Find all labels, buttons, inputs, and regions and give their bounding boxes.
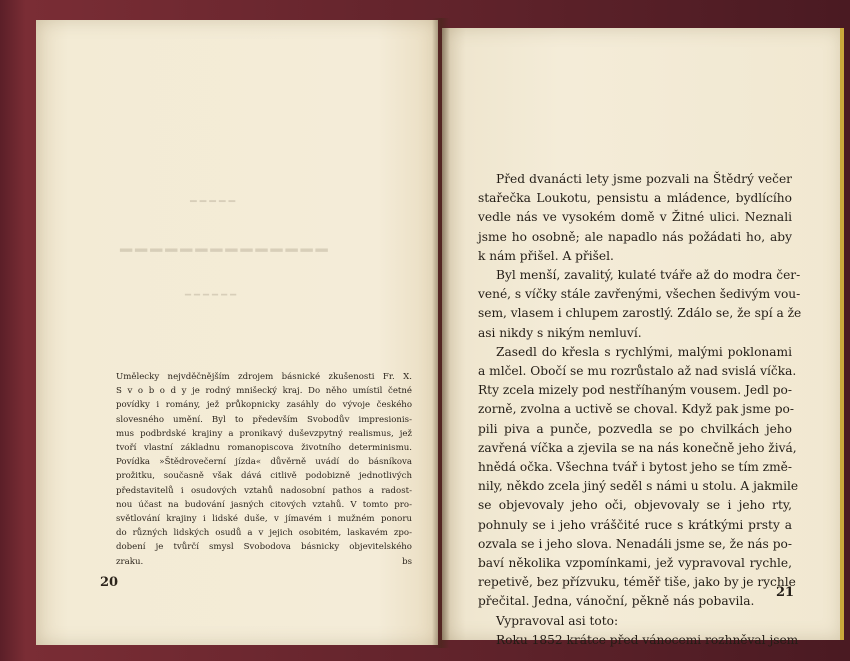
show-through-text: ━━━━━━━━━━━━━━ [120, 238, 331, 262]
text-line: asi nikdy s nikým nemluví. [478, 325, 642, 340]
text-line: nily, někdo zcela jiný seděl s námi u stolu. A jakmile [478, 479, 799, 494]
text-line: zavřená víčka a zjevila se na nás konečně jeho živá, [478, 440, 797, 455]
show-through-text: ━━━━━━ [185, 290, 240, 301]
text-line: repetivě, bez přízvuku, téměř tiše, jako by je rychle [478, 575, 796, 590]
text-line: nou účast na budování jasných citových vztahů. V tomto pro- [116, 499, 412, 510]
text-line: Povídka »Štědrovečerní jízda« důvěrně uvádí do básníkova [116, 457, 412, 468]
text-line: přečital. Jedna, vánoční, pěkně nás pobavila. [478, 594, 755, 609]
text-line: povídky i romány, jež průkopnicky zasáhly do vývoje českého [116, 400, 412, 411]
text-line: Roku 1852 krátce před vánocemi rozhněval jsem [496, 632, 799, 647]
right-page-body [478, 170, 802, 650]
text-line: sem, vlasem i chlupem zarostlý. Zdálo se, že spí a že [478, 306, 802, 321]
page-edge [840, 28, 844, 640]
text-line: do různých lidských osudů a v jejich osobitém, laskavém zpo- [116, 528, 412, 539]
text-line: hnědá očka. Všechna tvář i bytost jeho se tím změ- [478, 460, 792, 475]
text-line: jsme ho osobně; ale napadlo nás požádati ho, aby [478, 229, 792, 244]
text-line: stařečka Loukotu, pensistu a mládence, bydlícího [478, 191, 792, 206]
text-line: vené, s víčky stále zavřenými, všechen šedivým vou- [478, 287, 801, 302]
text-line: představitelů i osudových vztahů nadosobní pathos a radost- [116, 485, 412, 496]
page-number-left: 20 [100, 575, 119, 590]
text-line: Zasedl do křesla s rychlými, malými poklonami [496, 344, 792, 359]
text-line: Rty zcela mizely pod nestříhaným vousem. Jedl po- [478, 383, 792, 398]
text-line: baví několika vzpomínkami, jež vypravoval rychle, [478, 556, 792, 571]
text-line: S v o b o d y je rodný mnišecký kraj. Do něho umístil četné [116, 386, 412, 397]
text-line: slovesného umění. Byl to především Svobodův impresionis- [116, 414, 412, 425]
signature-initials: bs [402, 556, 412, 567]
text-line: pohnuly se i jeho vráščité ruce s krátkými prsty a [478, 517, 792, 532]
text-line: Umělecky nejvděčnějším zdrojem básnické zkušenosti Fr. X. [116, 372, 412, 382]
left-page-body [116, 370, 412, 569]
text-line: Vypravoval asi toto: [496, 613, 619, 628]
text-line: ozvala se i jeho slova. Nenadáli jsme se, že nás po- [478, 536, 792, 551]
text-line: se objevovaly jeho oči, objevovaly se i jeho rty, [478, 498, 792, 513]
text-line: Před dvanácti lety jsme pozvali na Štědrý večer [496, 172, 792, 186]
text-line: zorně, zvolna a uctivě se choval. Když pak jsme po- [478, 402, 795, 417]
text-line: k nám přišel. A přišel. [478, 248, 614, 263]
show-through-text: ━━━━━ [190, 195, 239, 208]
text-line: prožitku, současně však dává citlivě podobizně jednotlivých [116, 471, 412, 482]
text-line: tvoří vlastní základnu romanopiscova životního determinismu. [116, 443, 412, 454]
text-line-end: zraku. [116, 556, 144, 567]
text-line: Byl menší, zavalitý, kulaté tváře až do modra čer- [496, 268, 801, 283]
text-line: světlování krajiny i lidské duše, v jímavém i mužném ponoru [116, 514, 412, 525]
text-line: vedle nás ve vysokém domě v Žitné ulici. Neznali [478, 210, 792, 225]
book-spine [432, 18, 450, 648]
text-line: pili piva a punče, pozvedla se po chvilkách jeho [478, 421, 792, 436]
text-line: a mlčel. Obočí se mu rozrůstalo až nad svislá víčka. [478, 364, 797, 379]
page-number-right: 21 [776, 585, 795, 600]
text-line: dobení je tvůrčí smysl Svobodova básnicky objevitelského [116, 542, 412, 553]
text-line [116, 555, 412, 569]
text-line: mus podbrdské krajiny a pronikavý duševzpytný realismus, jež [116, 428, 412, 439]
